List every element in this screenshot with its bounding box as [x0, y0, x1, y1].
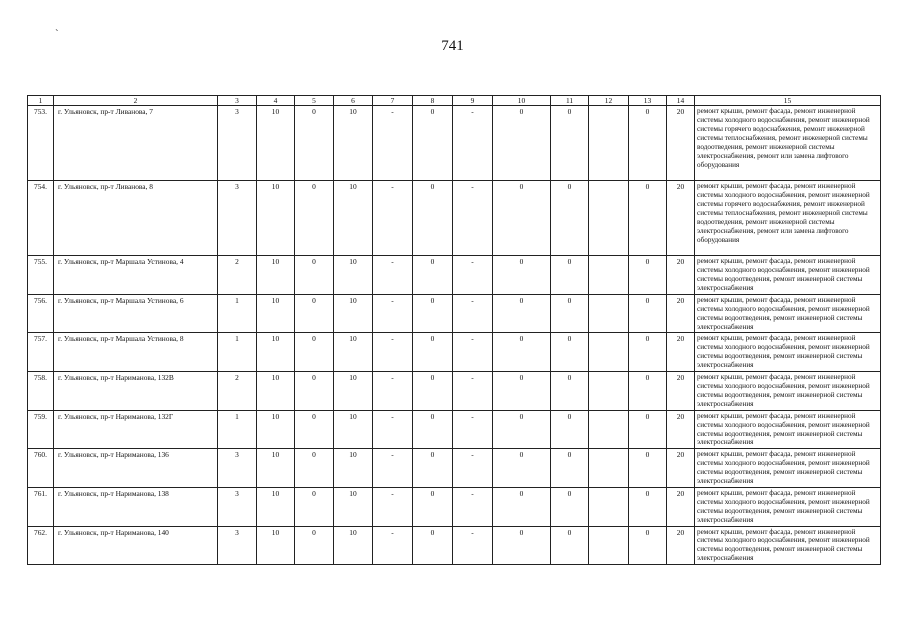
cell-5: 0 [295, 526, 334, 565]
column-header: 11 [551, 96, 589, 106]
row-number: 758. [28, 372, 54, 411]
cell-12 [589, 487, 629, 526]
cell-14: 20 [667, 256, 695, 295]
works-cell: ремонт крыши, ремонт фасада, ремонт инженерной системы холодного водоснабжения, ремонт инженерной системы водоотведения, ремонт инженерной системы электроснабжения [695, 410, 881, 449]
cell-4: 10 [257, 526, 295, 565]
cell-4: 10 [257, 106, 295, 181]
cell-5: 0 [295, 410, 334, 449]
cell-12 [589, 256, 629, 295]
cell-5: 0 [295, 106, 334, 181]
cell-3: 2 [218, 372, 257, 411]
table-body [28, 106, 881, 565]
cell-9: - [453, 106, 493, 181]
cell-6: 10 [334, 449, 373, 488]
cell-13: 0 [629, 333, 667, 372]
table-row [28, 181, 881, 256]
cell-11: 0 [551, 487, 589, 526]
address-cell: г. Ульяновск, пр-т Ливанова, 8 [54, 181, 218, 256]
cell-13: 0 [629, 372, 667, 411]
row-number: 753. [28, 106, 54, 181]
cell-10: 0 [493, 333, 551, 372]
cell-3: 1 [218, 294, 257, 333]
cell-8: 0 [413, 181, 453, 256]
cell-7: - [373, 106, 413, 181]
cell-14: 20 [667, 181, 695, 256]
address-cell: г. Ульяновск, пр-т Нариманова, 132В [54, 372, 218, 411]
cell-3: 2 [218, 256, 257, 295]
cell-7: - [373, 487, 413, 526]
cell-14: 20 [667, 106, 695, 181]
cell-10: 0 [493, 181, 551, 256]
cell-7: - [373, 410, 413, 449]
cell-13: 0 [629, 106, 667, 181]
row-number: 755. [28, 256, 54, 295]
cell-9: - [453, 449, 493, 488]
cell-10: 0 [493, 372, 551, 411]
works-cell: ремонт крыши, ремонт фасада, ремонт инженерной системы холодного водоснабжения, ремонт инженерной системы водоотведения, ремонт инженерной системы электроснабжения [695, 487, 881, 526]
cell-11: 0 [551, 106, 589, 181]
cell-7: - [373, 372, 413, 411]
cell-11: 0 [551, 181, 589, 256]
cell-7: - [373, 294, 413, 333]
cell-13: 0 [629, 256, 667, 295]
cell-10: 0 [493, 526, 551, 565]
table-row [28, 410, 881, 449]
cell-12 [589, 449, 629, 488]
cell-5: 0 [295, 294, 334, 333]
cell-5: 0 [295, 333, 334, 372]
cell-5: 0 [295, 256, 334, 295]
column-header: 9 [453, 96, 493, 106]
cell-10: 0 [493, 106, 551, 181]
cell-9: - [453, 526, 493, 565]
cell-5: 0 [295, 449, 334, 488]
cell-13: 0 [629, 487, 667, 526]
cell-3: 3 [218, 449, 257, 488]
cell-5: 0 [295, 487, 334, 526]
cell-6: 10 [334, 256, 373, 295]
cell-3: 3 [218, 181, 257, 256]
cell-6: 10 [334, 333, 373, 372]
page-mark: ` [55, 28, 59, 40]
cell-8: 0 [413, 526, 453, 565]
column-header: 10 [493, 96, 551, 106]
cell-10: 0 [493, 410, 551, 449]
column-header: 3 [218, 96, 257, 106]
column-header: 14 [667, 96, 695, 106]
cell-8: 0 [413, 256, 453, 295]
column-header: 5 [295, 96, 334, 106]
cell-14: 20 [667, 294, 695, 333]
cell-12 [589, 526, 629, 565]
cell-9: - [453, 372, 493, 411]
cell-3: 3 [218, 526, 257, 565]
cell-4: 10 [257, 181, 295, 256]
address-cell: г. Ульяновск, пр-т Нариманова, 132Г [54, 410, 218, 449]
cell-6: 10 [334, 181, 373, 256]
works-cell: ремонт крыши, ремонт фасада, ремонт инженерной системы холодного водоснабжения, ремонт инженерной системы водоотведения, ремонт инженерной системы электроснабжения [695, 294, 881, 333]
column-header: 13 [629, 96, 667, 106]
cell-8: 0 [413, 294, 453, 333]
cell-8: 0 [413, 449, 453, 488]
cell-9: - [453, 410, 493, 449]
row-number: 754. [28, 181, 54, 256]
header-row [28, 96, 881, 106]
cell-6: 10 [334, 487, 373, 526]
cell-9: - [453, 333, 493, 372]
address-cell: г. Ульяновск, пр-т Маршала Устинова, 4 [54, 256, 218, 295]
cell-4: 10 [257, 372, 295, 411]
cell-12 [589, 294, 629, 333]
cell-9: - [453, 181, 493, 256]
table-row [28, 372, 881, 411]
table-row [28, 526, 881, 565]
cell-4: 10 [257, 449, 295, 488]
works-cell: ремонт крыши, ремонт фасада, ремонт инженерной системы холодного водоснабжения, ремонт инженерной системы водоотведения, ремонт инженерной системы электроснабжения [695, 449, 881, 488]
works-cell: ремонт крыши, ремонт фасада, ремонт инженерной системы холодного водоснабжения, ремонт инженерной системы горячего водоснабжения, ремонт инженерной системы теплоснабжения, ремонт инженерной системы водоотведения, ремонт инженерной системы электроснабжения, ремонт или замена лифтового оборудования [695, 181, 881, 256]
cell-11: 0 [551, 294, 589, 333]
works-cell: ремонт крыши, ремонт фасада, ремонт инженерной системы холодного водоснабжения, ремонт инженерной системы водоотведения, ремонт инженерной системы электроснабжения [695, 256, 881, 295]
cell-13: 0 [629, 526, 667, 565]
cell-12 [589, 410, 629, 449]
cell-10: 0 [493, 487, 551, 526]
cell-5: 0 [295, 181, 334, 256]
table-row [28, 294, 881, 333]
column-header: 7 [373, 96, 413, 106]
cell-14: 20 [667, 487, 695, 526]
cell-7: - [373, 333, 413, 372]
address-cell: г. Ульяновск, пр-т Ливанова, 7 [54, 106, 218, 181]
table-row [28, 106, 881, 181]
cell-14: 20 [667, 333, 695, 372]
column-header: 15 [695, 96, 881, 106]
column-header: 12 [589, 96, 629, 106]
table-row [28, 449, 881, 488]
cell-4: 10 [257, 294, 295, 333]
row-number: 756. [28, 294, 54, 333]
cell-11: 0 [551, 333, 589, 372]
cell-8: 0 [413, 106, 453, 181]
column-header: 1 [28, 96, 54, 106]
address-cell: г. Ульяновск, пр-т Нариманова, 138 [54, 487, 218, 526]
cell-12 [589, 181, 629, 256]
cell-4: 10 [257, 256, 295, 295]
cell-4: 10 [257, 333, 295, 372]
cell-8: 0 [413, 333, 453, 372]
cell-8: 0 [413, 410, 453, 449]
row-number: 762. [28, 526, 54, 565]
cell-3: 3 [218, 106, 257, 181]
cell-12 [589, 106, 629, 181]
row-number: 757. [28, 333, 54, 372]
cell-11: 0 [551, 410, 589, 449]
works-cell: ремонт крыши, ремонт фасада, ремонт инженерной системы холодного водоснабжения, ремонт инженерной системы водоотведения, ремонт инженерной системы электроснабжения [695, 333, 881, 372]
address-cell: г. Ульяновск, пр-т Маршала Устинова, 6 [54, 294, 218, 333]
cell-9: - [453, 487, 493, 526]
cell-10: 0 [493, 449, 551, 488]
cell-11: 0 [551, 372, 589, 411]
cell-13: 0 [629, 181, 667, 256]
cell-3: 1 [218, 333, 257, 372]
address-cell: г. Ульяновск, пр-т Нариманова, 136 [54, 449, 218, 488]
cell-11: 0 [551, 256, 589, 295]
works-cell: ремонт крыши, ремонт фасада, ремонт инженерной системы холодного водоснабжения, ремонт инженерной системы водоотведения, ремонт инженерной системы электроснабжения [695, 526, 881, 565]
works-cell: ремонт крыши, ремонт фасада, ремонт инженерной системы холодного водоснабжения, ремонт инженерной системы водоотведения, ремонт инженерной системы электроснабжения [695, 372, 881, 411]
cell-6: 10 [334, 410, 373, 449]
column-header: 6 [334, 96, 373, 106]
cell-11: 0 [551, 449, 589, 488]
cell-6: 10 [334, 372, 373, 411]
works-table [27, 95, 881, 565]
page-number: 741 [441, 38, 464, 54]
cell-10: 0 [493, 256, 551, 295]
cell-10: 0 [493, 294, 551, 333]
cell-14: 20 [667, 410, 695, 449]
column-header: 8 [413, 96, 453, 106]
cell-6: 10 [334, 526, 373, 565]
cell-13: 0 [629, 449, 667, 488]
works-cell: ремонт крыши, ремонт фасада, ремонт инженерной системы холодного водоснабжения, ремонт инженерной системы горячего водоснабжения, ремонт инженерной системы теплоснабжения, ремонт инженерной системы водоотведения, ремонт инженерной системы электроснабжения, ремонт или замена лифтового оборудования [695, 106, 881, 181]
cell-13: 0 [629, 410, 667, 449]
row-number: 760. [28, 449, 54, 488]
row-number: 761. [28, 487, 54, 526]
address-cell: г. Ульяновск, пр-т Нариманова, 140 [54, 526, 218, 565]
cell-14: 20 [667, 372, 695, 411]
cell-9: - [453, 256, 493, 295]
cell-13: 0 [629, 294, 667, 333]
cell-7: - [373, 526, 413, 565]
cell-14: 20 [667, 526, 695, 565]
cell-3: 1 [218, 410, 257, 449]
column-header: 4 [257, 96, 295, 106]
cell-7: - [373, 181, 413, 256]
cell-3: 3 [218, 487, 257, 526]
cell-8: 0 [413, 372, 453, 411]
table-row [28, 256, 881, 295]
cell-8: 0 [413, 487, 453, 526]
cell-12 [589, 333, 629, 372]
cell-12 [589, 372, 629, 411]
cell-5: 0 [295, 372, 334, 411]
cell-6: 10 [334, 294, 373, 333]
cell-11: 0 [551, 526, 589, 565]
cell-6: 10 [334, 106, 373, 181]
cell-9: - [453, 294, 493, 333]
column-header: 2 [54, 96, 218, 106]
cell-7: - [373, 449, 413, 488]
cell-14: 20 [667, 449, 695, 488]
table-row [28, 333, 881, 372]
address-cell: г. Ульяновск, пр-т Маршала Устинова, 8 [54, 333, 218, 372]
table-row [28, 487, 881, 526]
cell-4: 10 [257, 487, 295, 526]
row-number: 759. [28, 410, 54, 449]
cell-4: 10 [257, 410, 295, 449]
cell-7: - [373, 256, 413, 295]
